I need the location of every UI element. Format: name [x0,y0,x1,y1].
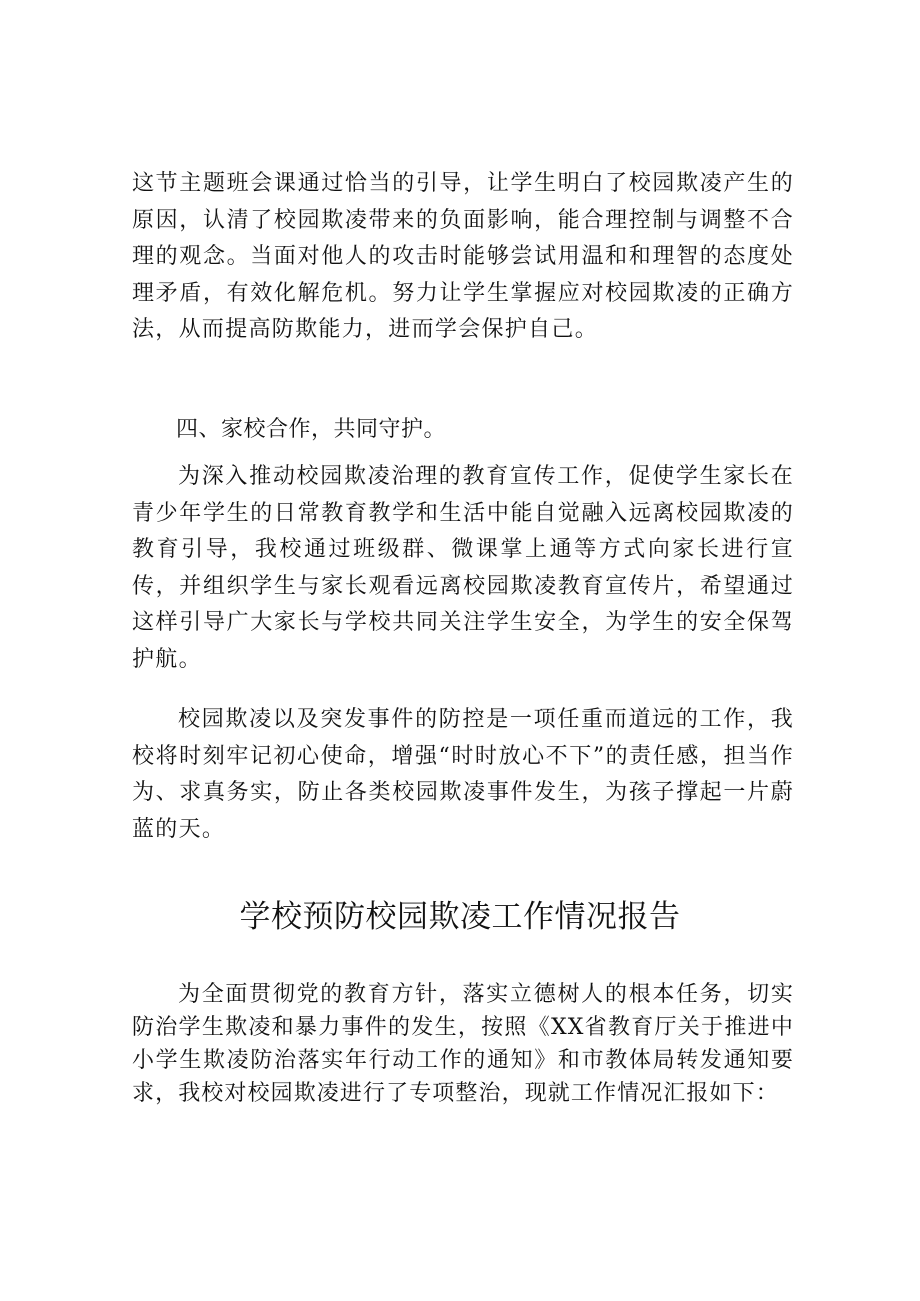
section-heading-home-school: 四、家校合作，共同守护。 [176,417,447,442]
paragraph-classroom-summary: 这节主题班会课通过恰当的引导，让学生明白了校园欺凌产生的原因，认清了校园欺凌带来的负面影响，能合理控制与调整不合理的观念。当面对他人的攻击时能够尝试用温和和理智的态度处理矛盾，有效化解危机。努力让学生掌握应对校园欺凌的正确方法，从而提高防欺能力，进而学会保护自己。 [132,171,794,342]
report-title: 学校预防校园欺凌工作情况报告 [239,899,681,935]
report-intro-paragraph: 为全面贯彻党的教育方针，落实立德树人的根本任务，切实防治学生欺凌和暴力事件的发生，按照《XX省教育厅关于推进中小学生欺凌防治落实年行动工作的通知》和市教体局转发通知要求，我校对校园欺凌进行了专项整治，现就工作情况汇报如下： [132,982,794,1106]
paragraph-parent-outreach: 为深入推动校园欺凌治理的教育宣传工作，促使学生家长在青少年学生的日常教育教学和生活中能自觉融入远离校园欺凌的教育引导，我校通过班级群、微课掌上通等方式向家长进行宣传，并组织学生与家长观看远离校园欺凌教育宣传片，希望通过这样引导广大家长与学校共同关注学生安全，为学生的安全保驾护航。 [132,464,794,672]
paragraph-closing: 校园欺凌以及突发事件的防控是一项任重而道远的工作，我校将时刻牢记初心使命，增强“时时放心不下”的责任感，担当作为、求真务实，防止各类校园欺凌事件发生，为孩子撑起一片蔚蓝的天。 [132,707,794,842]
